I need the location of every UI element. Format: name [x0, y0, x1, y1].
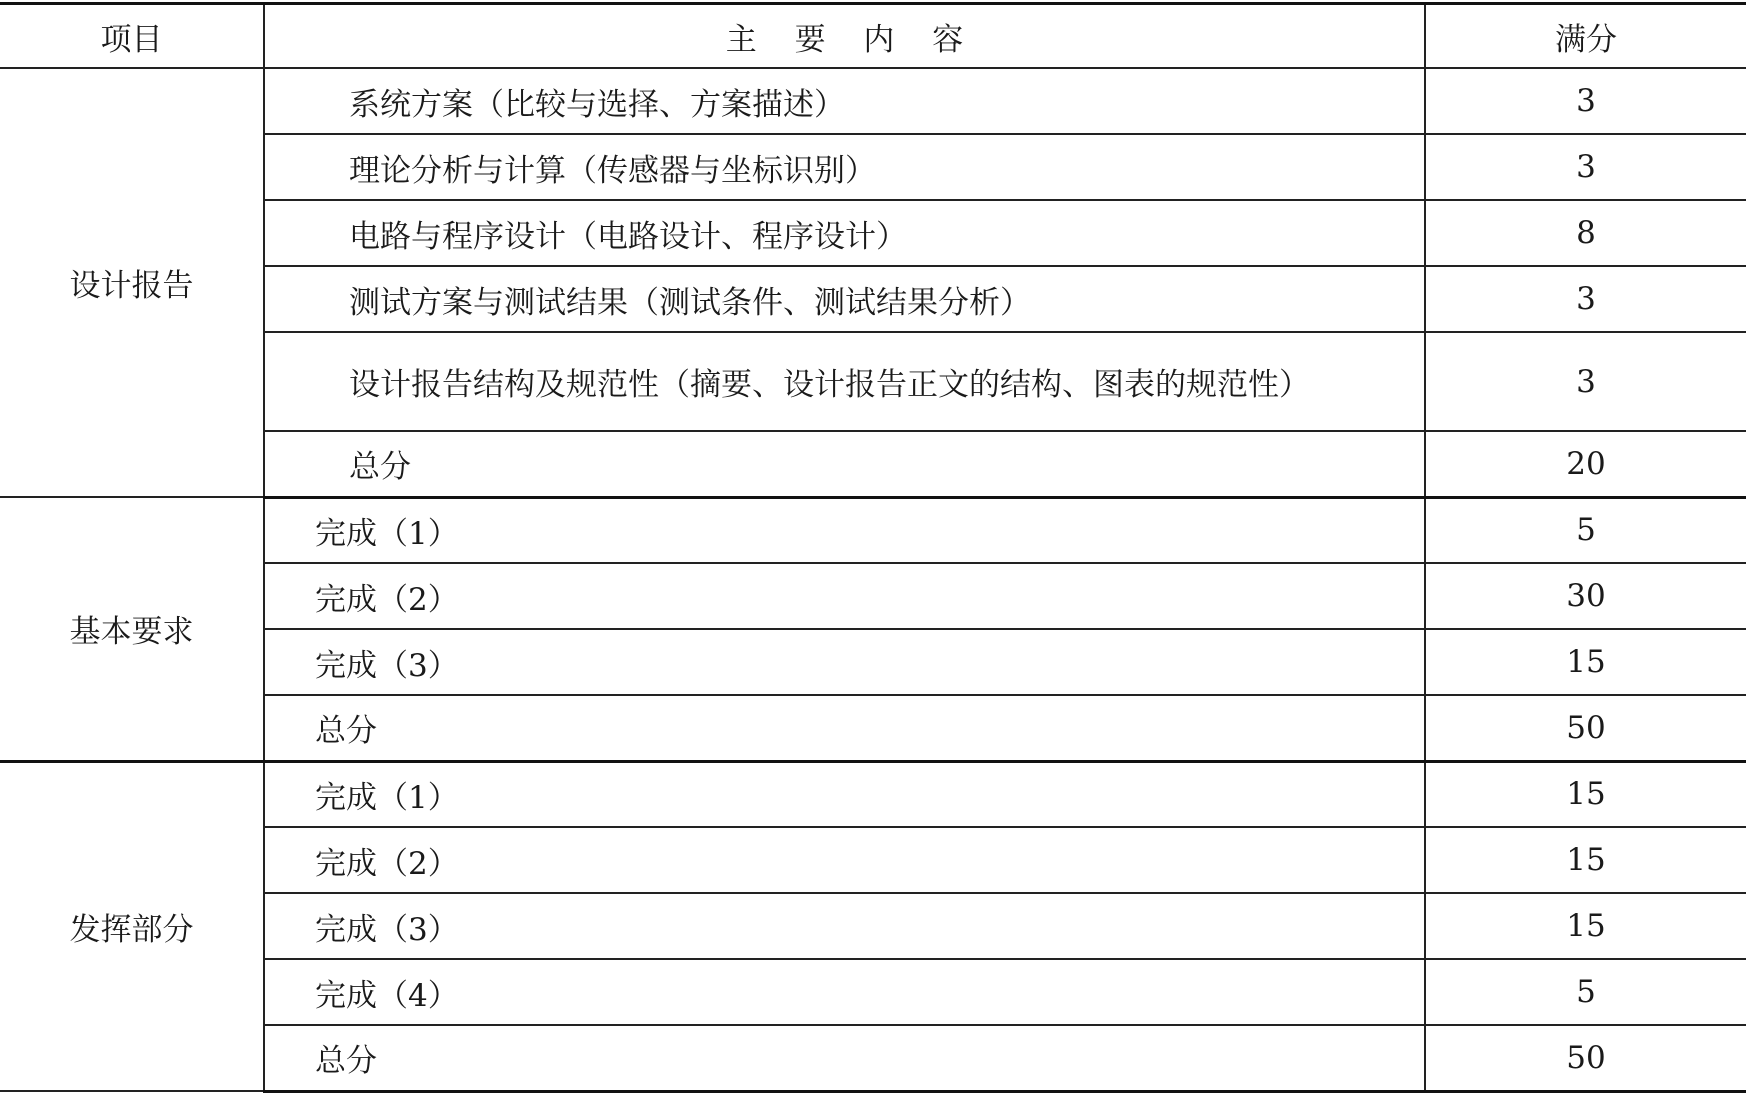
content-cell: 设计报告结构及规范性（摘要、设计报告正文的结构、图表的规范性） — [264, 332, 1425, 431]
total-label: 总分 — [264, 695, 1425, 761]
table-row — [0, 761, 1746, 827]
score-cell: 8 — [1425, 200, 1746, 266]
score-cell: 3 — [1425, 134, 1746, 200]
total-score: 50 — [1425, 1025, 1746, 1091]
score-cell: 15 — [1425, 827, 1746, 893]
content-cell: 系统方案（比较与选择、方案描述） — [264, 68, 1425, 134]
content-cell: 完成（1） — [264, 497, 1425, 563]
header-content: 主 要 内 容 — [264, 4, 1425, 69]
category-extended-part: 发挥部分 — [0, 761, 264, 1091]
score-cell: 15 — [1425, 761, 1746, 827]
content-cell: 完成（1） — [264, 761, 1425, 827]
score-cell: 3 — [1425, 266, 1746, 332]
total-label: 总分 — [264, 431, 1425, 497]
header-category: 项目 — [0, 4, 264, 69]
score-cell: 30 — [1425, 563, 1746, 629]
category-basic-requirements: 基本要求 — [0, 497, 264, 761]
content-cell: 完成（3） — [264, 893, 1425, 959]
table-row — [0, 68, 1746, 134]
header-score: 满分 — [1425, 4, 1746, 69]
score-cell: 15 — [1425, 629, 1746, 695]
category-design-report: 设计报告 — [0, 68, 264, 497]
table-row — [0, 497, 1746, 563]
content-cell: 完成（3） — [264, 629, 1425, 695]
total-score: 50 — [1425, 695, 1746, 761]
content-cell: 测试方案与测试结果（测试条件、测试结果分析） — [264, 266, 1425, 332]
score-cell: 3 — [1425, 68, 1746, 134]
content-cell: 电路与程序设计（电路设计、程序设计） — [264, 200, 1425, 266]
header-row — [0, 4, 1746, 69]
score-cell: 15 — [1425, 893, 1746, 959]
scoring-table — [0, 2, 1746, 1093]
total-score: 20 — [1425, 431, 1746, 497]
content-cell: 理论分析与计算（传感器与坐标识别） — [264, 134, 1425, 200]
total-label: 总分 — [264, 1025, 1425, 1091]
content-cell: 完成（2） — [264, 827, 1425, 893]
score-cell: 3 — [1425, 332, 1746, 431]
score-cell: 5 — [1425, 959, 1746, 1025]
score-cell: 5 — [1425, 497, 1746, 563]
content-cell: 完成（2） — [264, 563, 1425, 629]
content-cell: 完成（4） — [264, 959, 1425, 1025]
